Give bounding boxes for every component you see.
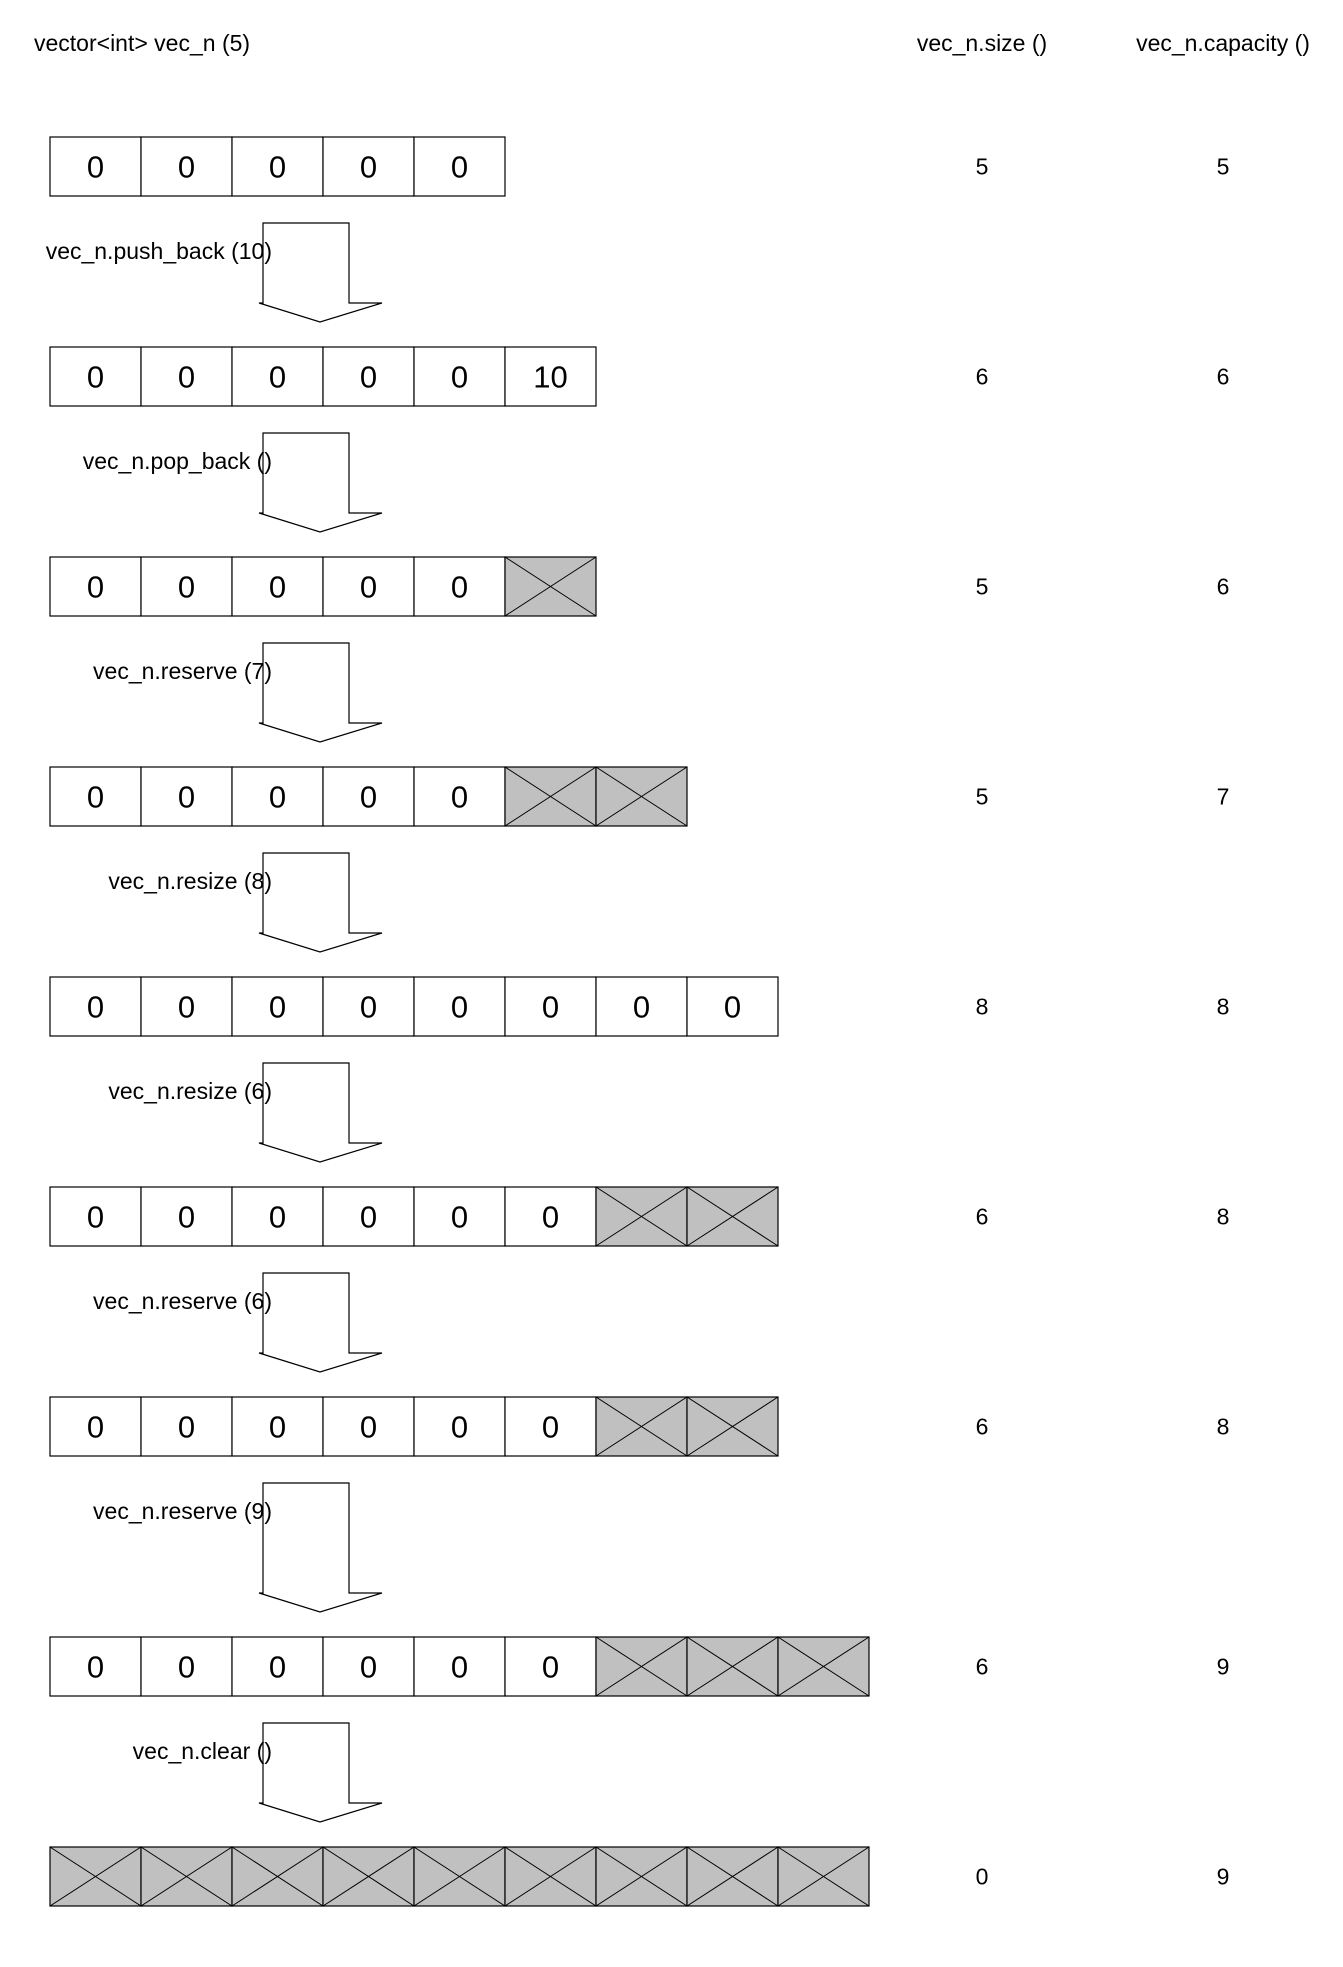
element-value: 0 bbox=[86, 149, 105, 185]
size-value: 8 bbox=[975, 993, 989, 1020]
element-value: 0 bbox=[268, 359, 287, 395]
capacity-value: 8 bbox=[1216, 1203, 1230, 1230]
capacity-value: 8 bbox=[1216, 993, 1230, 1020]
element-cell bbox=[323, 767, 414, 826]
element-cell bbox=[232, 977, 323, 1036]
element-value: 0 bbox=[86, 1409, 105, 1445]
size-value: 6 bbox=[975, 1413, 989, 1440]
element-value: 0 bbox=[177, 1409, 196, 1445]
element-cell bbox=[141, 137, 232, 196]
element-value: 0 bbox=[723, 989, 742, 1025]
element-value: 0 bbox=[450, 1649, 469, 1685]
element-value: 0 bbox=[541, 1649, 560, 1685]
unused-capacity-cell bbox=[687, 1397, 778, 1456]
operation-label: vec_n.reserve (7) bbox=[93, 658, 272, 684]
size-value: 5 bbox=[975, 783, 989, 810]
unused-capacity-cell bbox=[778, 1847, 869, 1906]
element-cell bbox=[414, 347, 505, 406]
element-cell bbox=[323, 347, 414, 406]
element-cell bbox=[50, 1397, 141, 1456]
element-value: 0 bbox=[177, 1649, 196, 1685]
unused-capacity-cell bbox=[505, 557, 596, 616]
down-arrow-icon bbox=[259, 643, 382, 742]
down-arrow-icon bbox=[259, 1723, 382, 1822]
capacity-value: 6 bbox=[1216, 363, 1230, 390]
element-cell bbox=[232, 1637, 323, 1696]
operation-label: vec_n.push_back (10) bbox=[45, 238, 272, 264]
element-cell bbox=[323, 977, 414, 1036]
element-value: 0 bbox=[86, 1199, 105, 1235]
down-arrow-icon bbox=[259, 1483, 382, 1612]
element-cell bbox=[505, 347, 596, 406]
unused-capacity-cell bbox=[232, 1847, 323, 1906]
vector-row bbox=[50, 1187, 1229, 1246]
element-cell bbox=[141, 977, 232, 1036]
vector-row bbox=[50, 1397, 1229, 1456]
capacity-value: 9 bbox=[1216, 1653, 1230, 1680]
unused-capacity-cell bbox=[505, 767, 596, 826]
element-value: 0 bbox=[86, 569, 105, 605]
element-cell bbox=[505, 1397, 596, 1456]
element-value: 0 bbox=[359, 779, 378, 815]
capacity-value: 8 bbox=[1216, 1413, 1230, 1440]
element-cell bbox=[323, 557, 414, 616]
element-cell bbox=[414, 137, 505, 196]
vector-row bbox=[50, 977, 1229, 1036]
unused-capacity-cell bbox=[687, 1637, 778, 1696]
element-cell bbox=[687, 977, 778, 1036]
capacity-column-header: vec_n.capacity () bbox=[1136, 30, 1310, 56]
unused-capacity-cell bbox=[141, 1847, 232, 1906]
element-cell bbox=[414, 1397, 505, 1456]
capacity-value: 6 bbox=[1216, 573, 1230, 600]
element-value: 0 bbox=[86, 359, 105, 395]
element-value: 0 bbox=[359, 989, 378, 1025]
element-value: 0 bbox=[177, 779, 196, 815]
element-cell bbox=[323, 137, 414, 196]
element-value: 0 bbox=[177, 359, 196, 395]
element-value: 0 bbox=[268, 1649, 287, 1685]
declaration-label: vector<int> vec_n (5) bbox=[34, 30, 251, 56]
element-cell bbox=[414, 1637, 505, 1696]
unused-capacity-cell bbox=[323, 1847, 414, 1906]
vector-row bbox=[50, 1637, 1229, 1696]
element-cell bbox=[232, 1187, 323, 1246]
vector-row bbox=[50, 137, 1229, 196]
element-cell bbox=[414, 977, 505, 1036]
element-value: 0 bbox=[177, 989, 196, 1025]
vector-row bbox=[50, 557, 1229, 616]
element-value: 0 bbox=[268, 779, 287, 815]
down-arrow-icon bbox=[259, 1273, 382, 1372]
element-value: 0 bbox=[86, 779, 105, 815]
element-value: 0 bbox=[268, 569, 287, 605]
element-cell bbox=[414, 767, 505, 826]
element-value: 0 bbox=[541, 1199, 560, 1235]
element-cell bbox=[505, 1187, 596, 1246]
unused-capacity-cell bbox=[596, 767, 687, 826]
element-value: 0 bbox=[359, 1409, 378, 1445]
element-value: 0 bbox=[450, 569, 469, 605]
element-value: 0 bbox=[450, 779, 469, 815]
element-cell bbox=[232, 347, 323, 406]
vector-row bbox=[50, 1847, 1229, 1906]
element-value: 0 bbox=[359, 149, 378, 185]
element-value: 0 bbox=[86, 1649, 105, 1685]
element-cell bbox=[50, 767, 141, 826]
operation-label: vec_n.clear () bbox=[132, 1738, 272, 1764]
element-value: 0 bbox=[450, 989, 469, 1025]
unused-capacity-cell bbox=[596, 1397, 687, 1456]
size-column-header: vec_n.size () bbox=[916, 30, 1048, 56]
down-arrow-icon bbox=[259, 853, 382, 952]
size-value: 5 bbox=[975, 153, 989, 180]
element-cell bbox=[141, 347, 232, 406]
element-cell bbox=[323, 1187, 414, 1246]
element-value: 0 bbox=[268, 149, 287, 185]
element-cell bbox=[232, 767, 323, 826]
element-value: 0 bbox=[268, 989, 287, 1025]
element-cell bbox=[232, 1397, 323, 1456]
element-value: 0 bbox=[541, 989, 560, 1025]
element-cell bbox=[50, 137, 141, 196]
element-cell bbox=[50, 977, 141, 1036]
element-cell bbox=[141, 767, 232, 826]
capacity-value: 5 bbox=[1216, 153, 1230, 180]
size-value: 6 bbox=[975, 1653, 989, 1680]
capacity-value: 7 bbox=[1216, 783, 1230, 810]
element-cell bbox=[414, 557, 505, 616]
element-value: 0 bbox=[359, 569, 378, 605]
element-value: 0 bbox=[268, 1199, 287, 1235]
operation-label: vec_n.pop_back () bbox=[82, 448, 272, 474]
element-cell bbox=[141, 1397, 232, 1456]
down-arrow-icon bbox=[259, 223, 382, 322]
element-value: 10 bbox=[533, 359, 568, 395]
element-value: 0 bbox=[450, 1409, 469, 1445]
unused-capacity-cell bbox=[778, 1637, 869, 1696]
element-cell bbox=[50, 347, 141, 406]
element-value: 0 bbox=[450, 149, 469, 185]
operation-label: vec_n.resize (6) bbox=[108, 1078, 272, 1104]
element-value: 0 bbox=[450, 1199, 469, 1235]
vector-row bbox=[50, 347, 1229, 406]
element-value: 0 bbox=[359, 1199, 378, 1235]
vector-rows bbox=[46, 137, 1230, 1906]
capacity-value: 9 bbox=[1216, 1863, 1230, 1890]
element-cell bbox=[141, 1637, 232, 1696]
element-cell bbox=[505, 977, 596, 1036]
element-cell bbox=[141, 557, 232, 616]
element-cell bbox=[50, 557, 141, 616]
element-value: 0 bbox=[541, 1409, 560, 1445]
element-cell bbox=[232, 137, 323, 196]
element-value: 0 bbox=[177, 569, 196, 605]
element-value: 0 bbox=[177, 149, 196, 185]
element-cell bbox=[414, 1187, 505, 1246]
element-cell bbox=[596, 977, 687, 1036]
element-cell bbox=[323, 1637, 414, 1696]
operation-label: vec_n.reserve (9) bbox=[93, 1498, 272, 1524]
size-value: 5 bbox=[975, 573, 989, 600]
element-value: 0 bbox=[632, 989, 651, 1025]
down-arrow-icon bbox=[259, 1063, 382, 1162]
unused-capacity-cell bbox=[687, 1187, 778, 1246]
element-value: 0 bbox=[177, 1199, 196, 1235]
size-value: 0 bbox=[975, 1863, 989, 1890]
element-value: 0 bbox=[359, 1649, 378, 1685]
down-arrow-icon bbox=[259, 433, 382, 532]
unused-capacity-cell bbox=[596, 1637, 687, 1696]
operation-label: vec_n.reserve (6) bbox=[93, 1288, 272, 1314]
element-cell bbox=[505, 1637, 596, 1696]
element-value: 0 bbox=[86, 989, 105, 1025]
size-value: 6 bbox=[975, 363, 989, 390]
unused-capacity-cell bbox=[596, 1847, 687, 1906]
size-value: 6 bbox=[975, 1203, 989, 1230]
unused-capacity-cell bbox=[50, 1847, 141, 1906]
unused-capacity-cell bbox=[596, 1187, 687, 1246]
vector-row bbox=[50, 767, 1229, 826]
unused-capacity-cell bbox=[505, 1847, 596, 1906]
element-cell bbox=[323, 1397, 414, 1456]
operation-label: vec_n.resize (8) bbox=[108, 868, 272, 894]
unused-capacity-cell bbox=[414, 1847, 505, 1906]
element-cell bbox=[50, 1187, 141, 1246]
element-value: 0 bbox=[268, 1409, 287, 1445]
element-value: 0 bbox=[359, 359, 378, 395]
unused-capacity-cell bbox=[687, 1847, 778, 1906]
element-cell bbox=[50, 1637, 141, 1696]
element-cell bbox=[141, 1187, 232, 1246]
element-value: 0 bbox=[450, 359, 469, 395]
element-cell bbox=[232, 557, 323, 616]
